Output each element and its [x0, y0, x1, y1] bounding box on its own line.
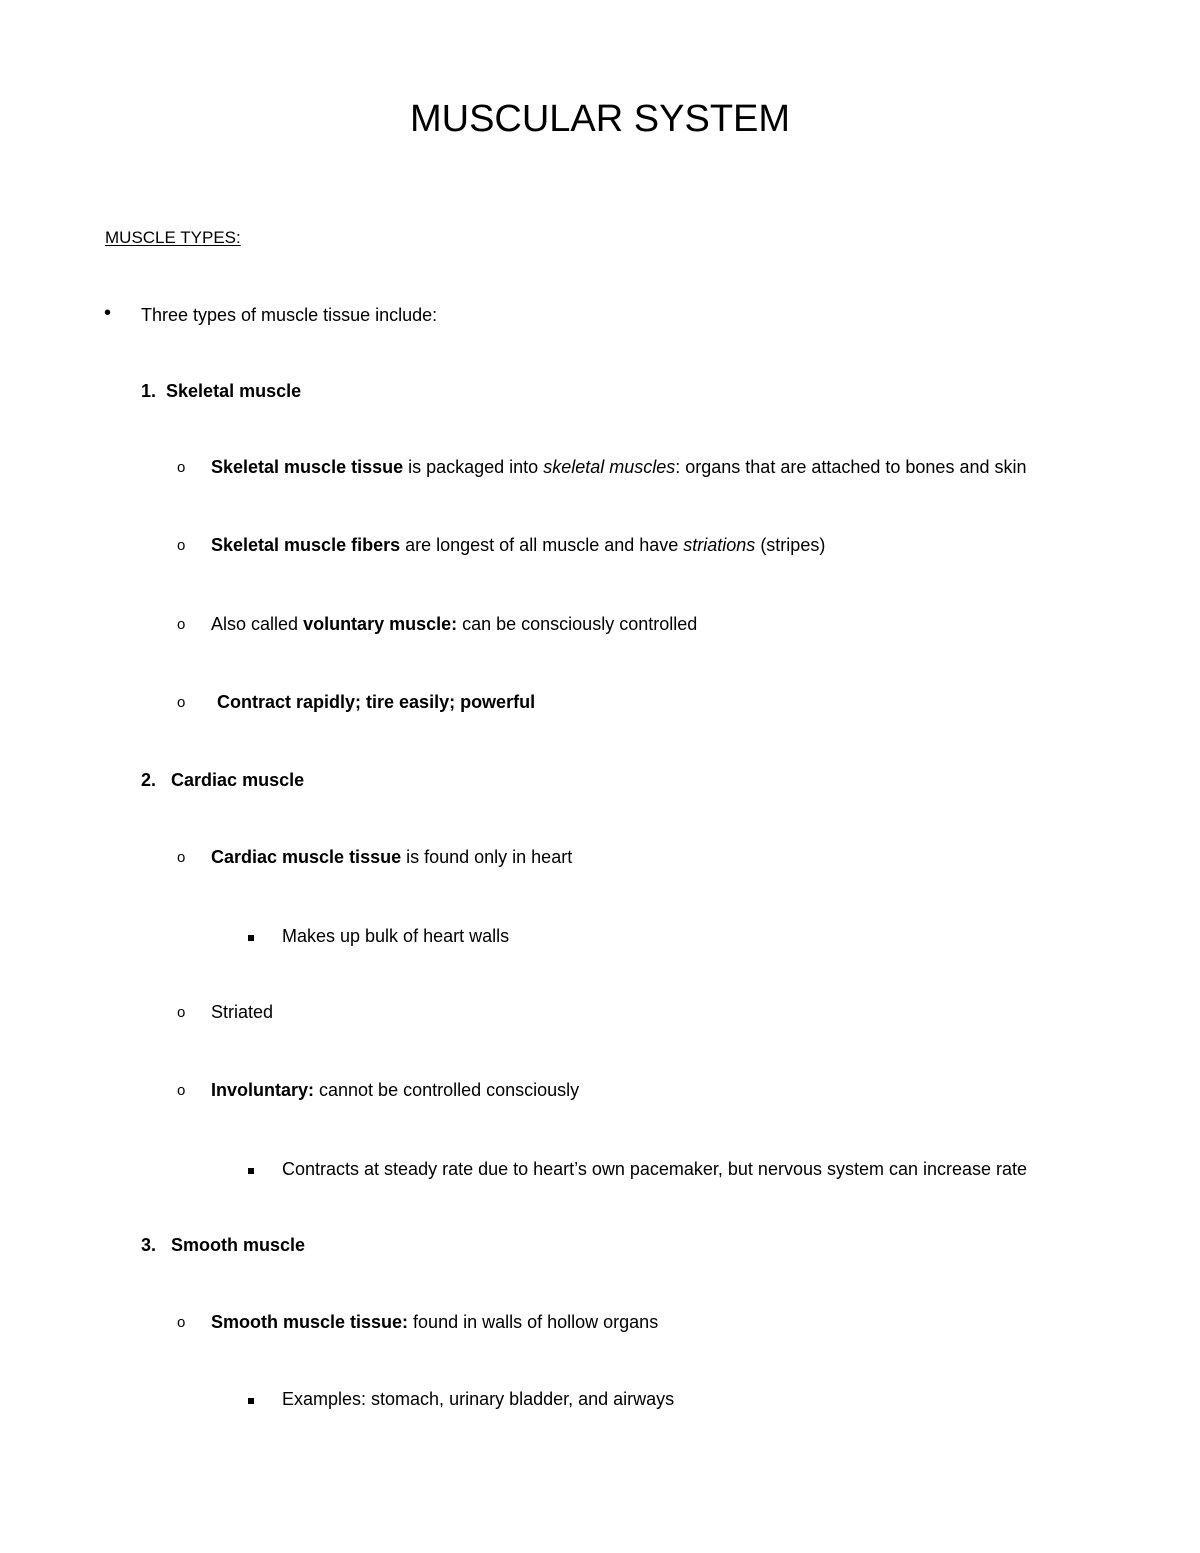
skeletal-point-2 [211, 534, 825, 556]
text-span: is found only in heart [401, 847, 573, 867]
list-item-skeletal [141, 380, 301, 402]
list-heading: Smooth muscle [171, 1235, 306, 1255]
bold-term: Smooth muscle tissue: [211, 1312, 409, 1332]
bold-term: Involuntary: [211, 1080, 315, 1100]
list-number: 3. [141, 1235, 157, 1255]
text-span: is packaged into [403, 457, 544, 477]
text-span: : organs that are attached to bones and skin [675, 457, 1027, 477]
bold-term: Cardiac muscle tissue [211, 847, 402, 867]
sub-bullet-marker: o [177, 694, 186, 711]
square-bullet-marker [248, 1387, 254, 1409]
bold-term: Skeletal muscle fibers [211, 535, 401, 555]
cardiac-point-3-sub: Contracts at steady rate due to heart’s own pacemaker, but nervous system can increase rate [282, 1159, 1028, 1179]
bold-term: Contract rapidly; tire easily; powerful [217, 692, 536, 712]
text-span: can be consciously controlled [457, 614, 698, 634]
sub-bullet-marker: o [177, 537, 186, 554]
italic-term: skeletal muscles [543, 457, 676, 477]
italic-term: striations [683, 535, 756, 555]
text-span: (stripes) [755, 535, 826, 555]
square-bullet-marker [248, 924, 254, 946]
intro-text: Three types of muscle tissue include: [141, 305, 438, 325]
skeletal-point-1 [211, 456, 1027, 478]
list-item-cardiac [141, 769, 304, 791]
section-heading: MUSCLE TYPES: [105, 228, 241, 247]
cardiac-point-1 [211, 846, 572, 868]
smooth-point-1 [211, 1311, 658, 1333]
bullet-marker: • [104, 302, 112, 324]
page-title: MUSCULAR SYSTEM [409, 98, 791, 140]
bold-term: voluntary muscle: [303, 614, 458, 634]
skeletal-point-4 [217, 691, 535, 713]
sub-bullet-marker: o [177, 459, 186, 476]
sub-bullet-marker: o [177, 849, 186, 866]
text-span: are longest of all muscle and have [400, 535, 684, 555]
list-heading: Cardiac muscle [171, 770, 305, 790]
bold-term: Skeletal muscle tissue [211, 457, 404, 477]
list-heading: Skeletal muscle [166, 381, 302, 401]
list-item-smooth [141, 1234, 305, 1256]
list-number: 2. [141, 770, 157, 790]
square-bullet-marker [248, 1157, 254, 1179]
cardiac-point-3 [211, 1079, 579, 1101]
sub-bullet-marker: o [177, 1082, 186, 1099]
text-span: cannot be controlled consciously [314, 1080, 580, 1100]
text-span: found in walls of hollow organs [408, 1312, 659, 1332]
skeletal-point-3 [211, 613, 697, 635]
sub-bullet-marker: o [177, 1004, 186, 1021]
list-number: 1. [141, 381, 157, 401]
smooth-point-1-sub: Examples: stomach, urinary bladder, and airways [282, 1389, 675, 1409]
text-span: Also called [211, 614, 304, 634]
cardiac-point-2: Striated [211, 1002, 274, 1022]
sub-bullet-marker: o [177, 616, 186, 633]
sub-bullet-marker: o [177, 1314, 186, 1331]
cardiac-point-1-sub: Makes up bulk of heart walls [282, 926, 510, 946]
